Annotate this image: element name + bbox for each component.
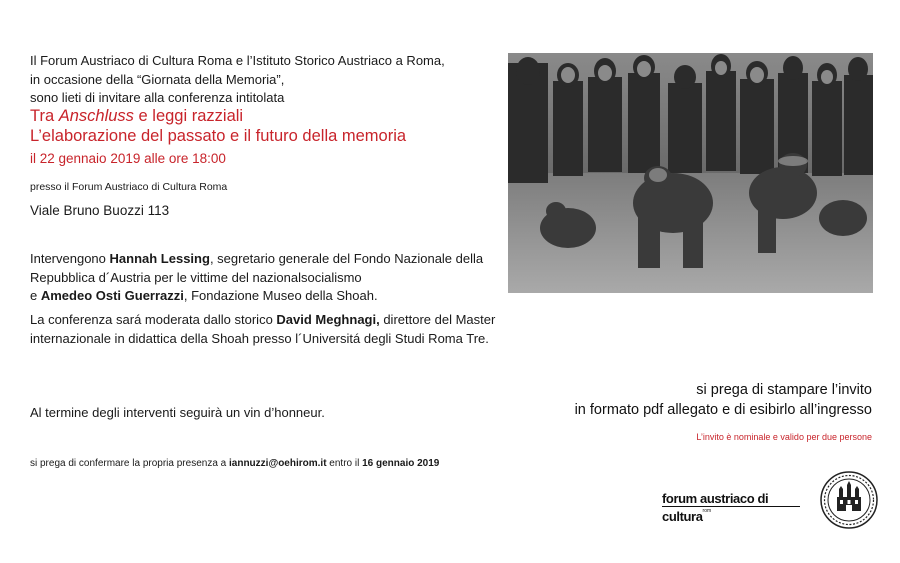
title-pre: Tra [30, 107, 59, 125]
speaker-2-name: Amedeo Osti Guerrazzi [40, 288, 184, 303]
venue-label: presso il Forum Austriaco di Cultura Roma [30, 181, 228, 193]
moderator-line-2: internazionale in didattica della Shoah presso l´Universitá degli Studi Roma Tre. [30, 330, 489, 346]
institute-seal-icon [819, 470, 879, 530]
title-line-2: L’elaborazione del passato e il futuro della memoria [30, 126, 407, 145]
title-post: e leggi razziali [133, 107, 244, 125]
moderator-name: David Meghnagi, [276, 312, 380, 327]
intro-paragraph [30, 52, 500, 108]
speakers-lead: Intervengono [30, 251, 110, 266]
forum-logo-text: forum austriaco di cultura [662, 491, 769, 524]
intro-line-3: sono lieti di invitare alla conferenza intitolata [30, 90, 285, 105]
rsvp-lead: si prega di confermare la propria presenza a [30, 458, 229, 469]
rsvp-deadline: 16 gennaio 2019 [362, 458, 440, 469]
forum-logo-suffix: rom [702, 508, 712, 514]
forum-logo [662, 490, 812, 524]
rsvp-email-link[interactable]: iannuzzi@oehirom.it [229, 458, 327, 469]
rsvp-mid: entro il [326, 458, 363, 469]
conference-title [30, 107, 500, 146]
intro-line-1: Il Forum Austriaco di Cultura Roma e l’Istituto Storico Austriaco a Roma, [30, 53, 445, 68]
speaker-1-role: , segretario generale del Fondo Nazionale della [209, 251, 484, 266]
nominal-invitation-note: L’invito è nominale e valido per due persone [696, 432, 872, 442]
moderator-paragraph [30, 311, 500, 348]
event-date: il 22 gennaio 2019 alle ore 18:00 [30, 151, 226, 166]
venue-address: Viale Bruno Buozzi 113 [30, 203, 170, 218]
forum-logo-underline [662, 506, 800, 507]
closing-note: Al termine degli interventi seguirà un vin d’honneur. [30, 405, 325, 420]
speaker-2-role: , Fondazione Museo della Shoah. [183, 288, 378, 303]
print-instruction-line-1: si prega di stampare l’invito [696, 382, 872, 398]
historical-photo [508, 53, 873, 293]
speakers-conj: e [30, 288, 41, 303]
speakers-line-2: Repubblica d´Austria per le vittime del nazionalsocialismo [30, 269, 362, 285]
moderator-role: direttore del Master [379, 312, 496, 327]
rsvp-note [30, 458, 439, 469]
title-emphasis: Anschluss [58, 107, 134, 125]
moderator-line-1 [30, 311, 500, 330]
print-instruction [575, 380, 872, 420]
speakers-line-1 [30, 250, 500, 269]
print-instruction-line-2: in formato pdf allegato e di esibirlo all’ingresso [574, 402, 872, 418]
speakers-line-3 [30, 287, 500, 306]
intro-line-2: in occasione della “Giornata della Memoria”, [30, 71, 285, 87]
historical-photo-image [508, 53, 873, 293]
speakers-paragraph [30, 250, 500, 306]
moderator-lead: La conferenza sará moderata dallo storico [30, 312, 277, 327]
speaker-1-name: Hannah Lessing [109, 251, 210, 266]
title-line-1 [30, 107, 500, 127]
